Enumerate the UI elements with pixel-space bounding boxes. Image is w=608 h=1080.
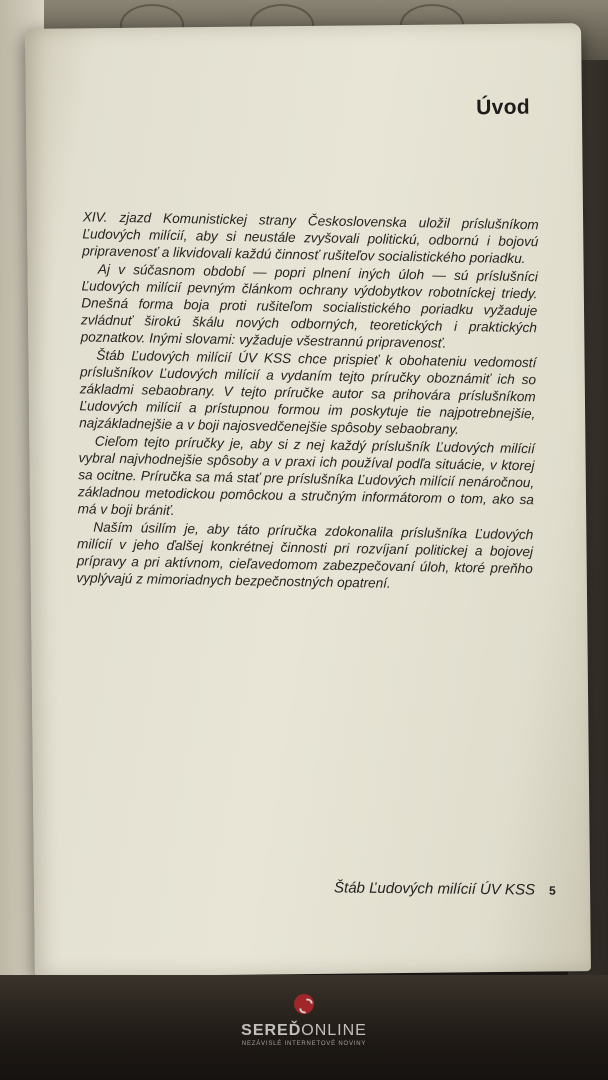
paragraph: XIV. zjazd Komunistickej strany Československa uložil príslušníkom Ľudových milícií, aby si neustále zvyšovali politickú, odbornú i bojovú pripravenosť a likvidovali každú činnosť rušiteľov socialistického poriadku. [82, 209, 539, 267]
page-heading: Úvod [476, 95, 531, 120]
watermark-tagline: NEZÁVISLÉ INTERNETOVÉ NOVINY [241, 1041, 367, 1047]
paragraph: Naším úsilím je, aby táto príručka zdokonalila príslušníka Ľudových milícií v jeho ďalšej konkrétnej činnosti pri rozvíjaní politickej a bojovej prípravy a pri aktívnom, cieľavedomom zabezpečovaní úloh, ktoré preňho vyplývajú z mimoriadnych bezpečnostných opatrení. [76, 519, 534, 592]
paragraph: Cieľom tejto príručky je, aby si z nej každý príslušník Ľudových milícií vybral najvhodnejšie spôsoby a v praxi ich používal podľa situácie, v ktorej sa ocitne. Príručka sa má stať pre príslušníka Ľudových milícií nenáročnou, základnou metodickou pomôckou a stručným informátorom o tom, ako sa má v boji brániť. [77, 433, 535, 519]
watermark-logo [0, 994, 608, 1047]
book-page [25, 23, 591, 977]
watermark-name-light: ONLINE [301, 1022, 367, 1039]
signature-line [334, 879, 556, 898]
page-number: 5 [549, 883, 557, 898]
paragraph: Štáb Ľudových milícií ÚV KSS chce prispieť k obohateniu vedomostí príslušníkov Ľudových milícií a vydaním tejto príručky oboznámiť ich so základmi sebaobrany. V tejto príručke autor sa prihovára príslušníkom Ľudových milícií a prístupnou formou im poskytuje tie najpotrebnejšie, najzákladnejšie a v boji najosvedčenejšie spôsoby sebaobrany. [79, 347, 537, 438]
logo-icon [294, 994, 314, 1014]
paragraph: Aj v súčasnom období — popri plnení iných úloh — sú príslušníci Ľudových milícií pevným článkom ochrany výdobytkov robotníckej triedy. Dnešná forma boja proti rušiteľom socialistického poriadku vyžaduje zvládnuť širokú škálu nových odborných, teoretických i praktických poznatkov. Inými slovami: vyžaduje všestrannú pripravenosť. [80, 261, 538, 352]
watermark-name-bold: SEREĎ [241, 1022, 302, 1039]
page-body [76, 208, 539, 594]
signature-text: Štáb Ľudových milícií ÚV KSS [334, 879, 536, 899]
watermark-name [0, 1022, 608, 1040]
